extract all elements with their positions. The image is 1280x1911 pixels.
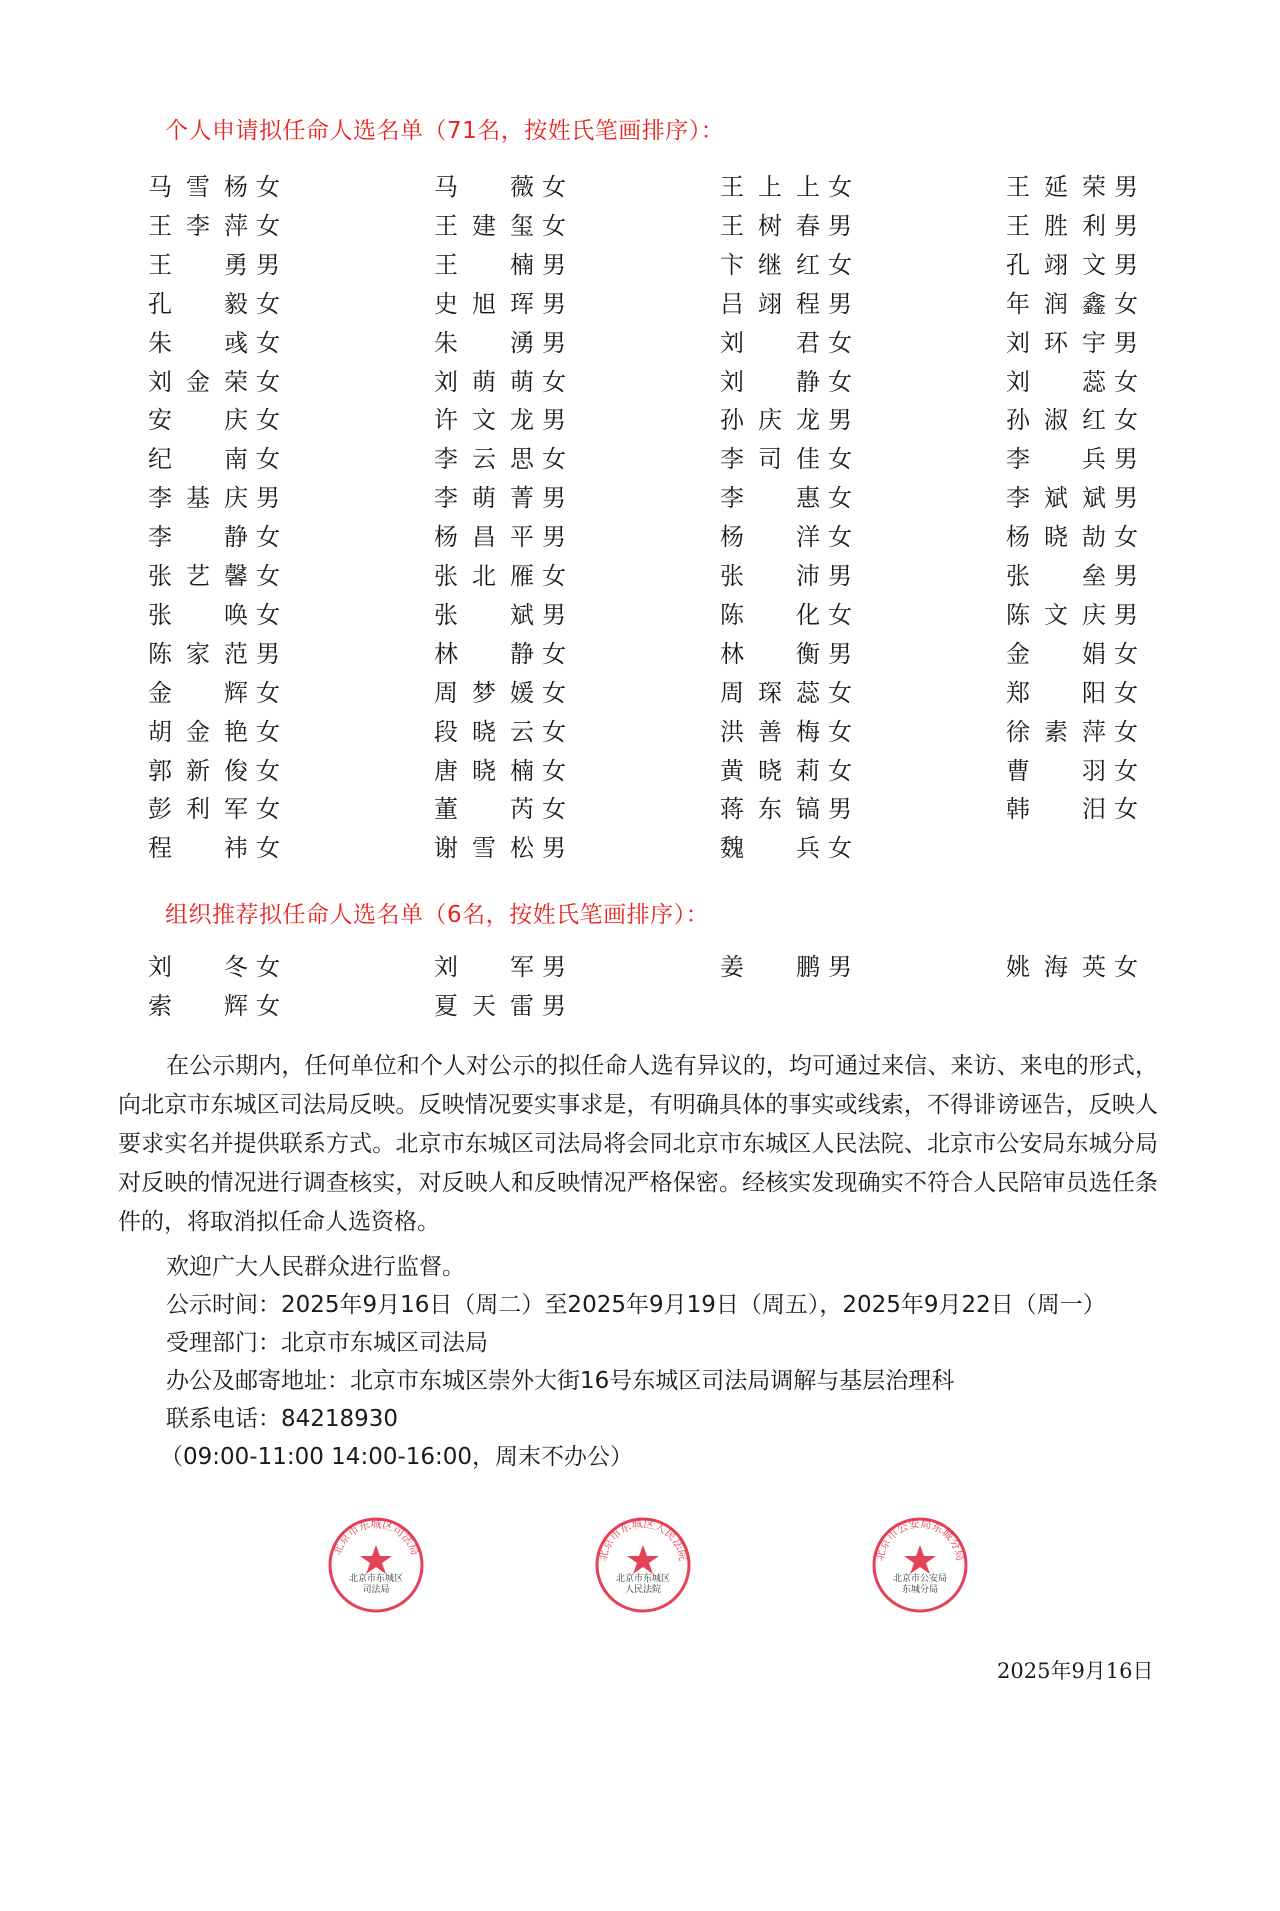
- person-name: 魏 兵: [720, 834, 820, 863]
- person-gender: 女: [256, 600, 280, 629]
- seal-ring-text: 北京市公安局东城分局: [872, 1517, 968, 1563]
- person-gender: 女: [828, 523, 852, 552]
- person-gender: 男: [542, 523, 566, 552]
- seal-center-text: 司法局: [362, 1585, 390, 1595]
- person-gender: 男: [542, 250, 566, 279]
- seal-star-icon: [904, 1545, 936, 1574]
- department-line: 受理部门：北京市东城区司法局: [166, 1330, 488, 1356]
- person-gender: 女: [1114, 406, 1138, 435]
- person-name: 郭 新 俊: [148, 756, 248, 785]
- notice-paragraph: 在公示期内，任何单位和个人对公示的拟任命人选有异议的，均可通过来信、来访、来电的形式，向北京市东城区司法局反映。反映情况要实事求是，有明确具体的事实或线索，不得诽谤诬告，反映人要求实名并提供联系方式。北京市东城区司法局将会同北京市东城区人民法院、北京市公安局东城分局对反映的情况进行调查核实，对反映人和反映情况严格保密。经核实发现确实不符合人民陪审员选任条件的，将取消拟任命人选资格。: [118, 1053, 1158, 1235]
- person-gender: 男: [1114, 445, 1138, 474]
- person-name: 杨 洋: [720, 523, 820, 552]
- person-name: 董 芮: [434, 795, 534, 824]
- person-name: 夏 天 雷: [434, 992, 534, 1020]
- person-gender: 女: [256, 328, 280, 357]
- person-name: 李 云 思: [434, 445, 534, 474]
- person-gender: 女: [1114, 639, 1138, 668]
- person-name: 朱 湧: [434, 328, 534, 357]
- person-gender: 女: [1114, 523, 1138, 552]
- person-name: 索 辉: [148, 992, 248, 1020]
- person-gender: 女: [256, 173, 280, 201]
- person-gender: 男: [828, 639, 852, 668]
- person-name: 李 斌 斌: [1006, 484, 1106, 513]
- person-name: 段 晓 云: [434, 717, 534, 746]
- person-gender: 女: [1114, 717, 1138, 746]
- person-name: 洪 善 梅: [720, 717, 820, 746]
- person-gender: 男: [828, 289, 852, 318]
- person-name: 吕 翊 程: [720, 289, 820, 318]
- person-gender: 女: [256, 992, 280, 1020]
- person-name: 孙 淑 红: [1006, 406, 1106, 435]
- person-name: 王 上 上: [720, 173, 820, 201]
- seal-center-text: 人民法院: [624, 1585, 662, 1595]
- person-gender: 男: [256, 250, 280, 279]
- person-name: 周 琛 蕊: [720, 678, 820, 707]
- person-name: 陈 化: [720, 600, 820, 629]
- person-gender: 男: [542, 992, 566, 1020]
- person-name: 王 勇: [148, 250, 248, 279]
- person-gender: 女: [256, 834, 280, 863]
- person-gender: 女: [542, 678, 566, 707]
- person-gender: 女: [828, 367, 852, 396]
- person-name: 林 衡: [720, 639, 820, 668]
- person-gender: 女: [828, 250, 852, 279]
- person-gender: 男: [542, 834, 566, 863]
- person-name: 刘 君: [720, 328, 820, 357]
- person-gender: 男: [1114, 250, 1138, 279]
- section2-heading: 组织推荐拟任命人选名单（6名，按姓氏笔画排序）：: [165, 902, 710, 928]
- person-gender: 男: [1114, 211, 1138, 240]
- person-gender: 男: [542, 406, 566, 435]
- person-name: 王 建 玺: [434, 211, 534, 240]
- person-name: 王 胜 利: [1006, 211, 1106, 240]
- person-name: 刘 环 宇: [1006, 328, 1106, 357]
- person-gender: 女: [1114, 756, 1138, 785]
- person-gender: 女: [542, 639, 566, 668]
- seal-center-text: 北京市东城区: [615, 1574, 671, 1584]
- person-name: 王 楠: [434, 250, 534, 279]
- person-name: 陈 家 范: [148, 639, 248, 668]
- person-name: 刘 军: [434, 953, 534, 981]
- person-name: 杨 昌 平: [434, 523, 534, 552]
- hours-line: （09:00-11:00 14:00-16:00，周末不办公）: [160, 1444, 634, 1470]
- person-name: 谢 雪 松: [434, 834, 534, 863]
- person-name: 朱 彧: [148, 328, 248, 357]
- person-gender: 女: [1114, 953, 1138, 981]
- phone-line: 联系电话：84218930: [166, 1406, 399, 1432]
- person-gender: 男: [828, 211, 852, 240]
- person-gender: 女: [256, 406, 280, 435]
- seal-ring-text: 北京市东城区人民法院: [595, 1517, 691, 1563]
- person-name: 姚 海 英: [1006, 953, 1106, 981]
- person-gender: 女: [828, 756, 852, 785]
- person-name: 周 梦 媛: [434, 678, 534, 707]
- person-gender: 女: [256, 678, 280, 707]
- person-name: 程 祎: [148, 834, 248, 863]
- person-gender: 女: [542, 717, 566, 746]
- person-name: 年 润 鑫: [1006, 289, 1106, 318]
- person-name: 刘 蕊: [1006, 367, 1106, 396]
- person-name: 彭 利 军: [148, 795, 248, 824]
- person-name: 张 斌: [434, 600, 534, 629]
- person-name: 胡 金 艳: [148, 717, 248, 746]
- person-gender: 女: [1114, 795, 1138, 824]
- person-gender: 女: [256, 562, 280, 590]
- person-name: 林 静: [434, 639, 534, 668]
- person-gender: 女: [256, 367, 280, 396]
- seal-star-icon: [360, 1545, 392, 1574]
- person-name: 张 垒: [1006, 562, 1106, 590]
- person-gender: 女: [828, 484, 852, 513]
- person-name: 王 延 荣: [1006, 173, 1106, 201]
- person-name: 李 萌 菁: [434, 484, 534, 513]
- seal-police-branch: [870, 1515, 970, 1615]
- person-name: 李 兵: [1006, 445, 1106, 474]
- person-name: 韩 汨: [1006, 795, 1106, 824]
- person-gender: 女: [542, 367, 566, 396]
- seal-people-court: [593, 1515, 693, 1615]
- person-name: 李 静: [148, 523, 248, 552]
- person-gender: 女: [1114, 678, 1138, 707]
- person-gender: 男: [1114, 484, 1138, 513]
- person-name: 金 辉: [148, 678, 248, 707]
- person-name: 李 惠: [720, 484, 820, 513]
- person-name: 唐 晓 楠: [434, 756, 534, 785]
- person-name: 纪 南: [148, 445, 248, 474]
- person-name: 黄 晓 莉: [720, 756, 820, 785]
- person-gender: 男: [542, 328, 566, 357]
- person-name: 张 北 雁: [434, 562, 534, 590]
- person-name: 曹 羽: [1006, 756, 1106, 785]
- person-gender: 女: [1114, 367, 1138, 396]
- person-name: 刘 金 荣: [148, 367, 248, 396]
- welcome-line: 欢迎广大人民群众进行监督。: [166, 1254, 465, 1280]
- person-gender: 男: [1114, 328, 1138, 357]
- issue-date: 2025年9月16日: [997, 1659, 1154, 1683]
- person-name: 蒋 东 镐: [720, 795, 820, 824]
- person-gender: 女: [256, 795, 280, 824]
- person-name: 张 沛: [720, 562, 820, 590]
- person-gender: 女: [256, 756, 280, 785]
- person-gender: 男: [542, 484, 566, 513]
- person-gender: 女: [828, 173, 852, 201]
- person-gender: 男: [542, 289, 566, 318]
- person-gender: 女: [256, 289, 280, 318]
- person-name: 李 基 庆: [148, 484, 248, 513]
- person-name: 姜 鹏: [720, 953, 820, 981]
- person-gender: 男: [542, 600, 566, 629]
- person-gender: 女: [828, 600, 852, 629]
- person-name: 郑 阳: [1006, 678, 1106, 707]
- person-gender: 女: [542, 562, 566, 590]
- person-gender: 男: [256, 639, 280, 668]
- person-name: 王 李 萍: [148, 211, 248, 240]
- person-name: 卞 继 红: [720, 250, 820, 279]
- person-name: 孔 毅: [148, 289, 248, 318]
- person-name: 刘 冬: [148, 953, 248, 981]
- person-name: 刘 萌 萌: [434, 367, 534, 396]
- seal-center-text: 北京市公安局: [892, 1574, 948, 1584]
- person-gender: 女: [542, 795, 566, 824]
- address-line: 办公及邮寄地址：北京市东城区崇外大街16号东城区司法局调解与基层治理科: [166, 1368, 955, 1394]
- person-gender: 男: [256, 484, 280, 513]
- person-gender: 女: [256, 523, 280, 552]
- person-gender: 男: [828, 795, 852, 824]
- person-name: 陈 文 庆: [1006, 600, 1106, 629]
- seal-center-text: 东城分局: [901, 1585, 939, 1595]
- section1-heading: 个人申请拟任命人选名单（71名，按姓氏笔画排序）：: [165, 118, 725, 144]
- person-gender: 男: [542, 953, 566, 981]
- person-gender: 女: [828, 678, 852, 707]
- person-gender: 女: [542, 211, 566, 240]
- time-line: 公示时间：2025年9月16日（周二）至2025年9月19日（周五），2025年9月22日（周一）: [166, 1292, 1106, 1318]
- person-gender: 女: [256, 445, 280, 474]
- person-gender: 女: [256, 953, 280, 981]
- person-gender: 女: [256, 717, 280, 746]
- person-name: 徐 素 萍: [1006, 717, 1106, 746]
- person-name: 杨 晓 劼: [1006, 523, 1106, 552]
- person-gender: 女: [542, 445, 566, 474]
- person-gender: 女: [828, 445, 852, 474]
- seal-center-text: 北京市东城区: [348, 1574, 404, 1584]
- person-name: 孙 庆 龙: [720, 406, 820, 435]
- person-gender: 男: [828, 953, 852, 981]
- person-gender: 男: [828, 406, 852, 435]
- person-name: 孔 翊 文: [1006, 250, 1106, 279]
- seal-ring-text: 北京市东城区司法局: [330, 1517, 422, 1558]
- person-gender: 女: [256, 211, 280, 240]
- person-name: 马 薇: [434, 173, 534, 201]
- person-gender: 男: [1114, 173, 1138, 201]
- person-name: 安 庆: [148, 406, 248, 435]
- person-name: 金 娟: [1006, 639, 1106, 668]
- person-name: 张 艺 馨: [148, 562, 248, 590]
- seal-star-icon: [627, 1545, 659, 1574]
- person-gender: 女: [828, 834, 852, 863]
- person-gender: 女: [828, 328, 852, 357]
- person-gender: 女: [542, 173, 566, 201]
- person-gender: 男: [1114, 600, 1138, 629]
- person-gender: 女: [1114, 289, 1138, 318]
- person-name: 马 雪 杨: [148, 173, 248, 201]
- person-name: 李 司 佳: [720, 445, 820, 474]
- person-name: 刘 静: [720, 367, 820, 396]
- person-gender: 男: [1114, 562, 1138, 590]
- person-gender: 女: [542, 756, 566, 785]
- person-name: 王 树 春: [720, 211, 820, 240]
- person-name: 史 旭 珲: [434, 289, 534, 318]
- person-name: 许 文 龙: [434, 406, 534, 435]
- person-name: 张 唤: [148, 600, 248, 629]
- seal-justice-bureau: [326, 1515, 426, 1615]
- person-gender: 女: [828, 717, 852, 746]
- person-gender: 男: [828, 562, 852, 590]
